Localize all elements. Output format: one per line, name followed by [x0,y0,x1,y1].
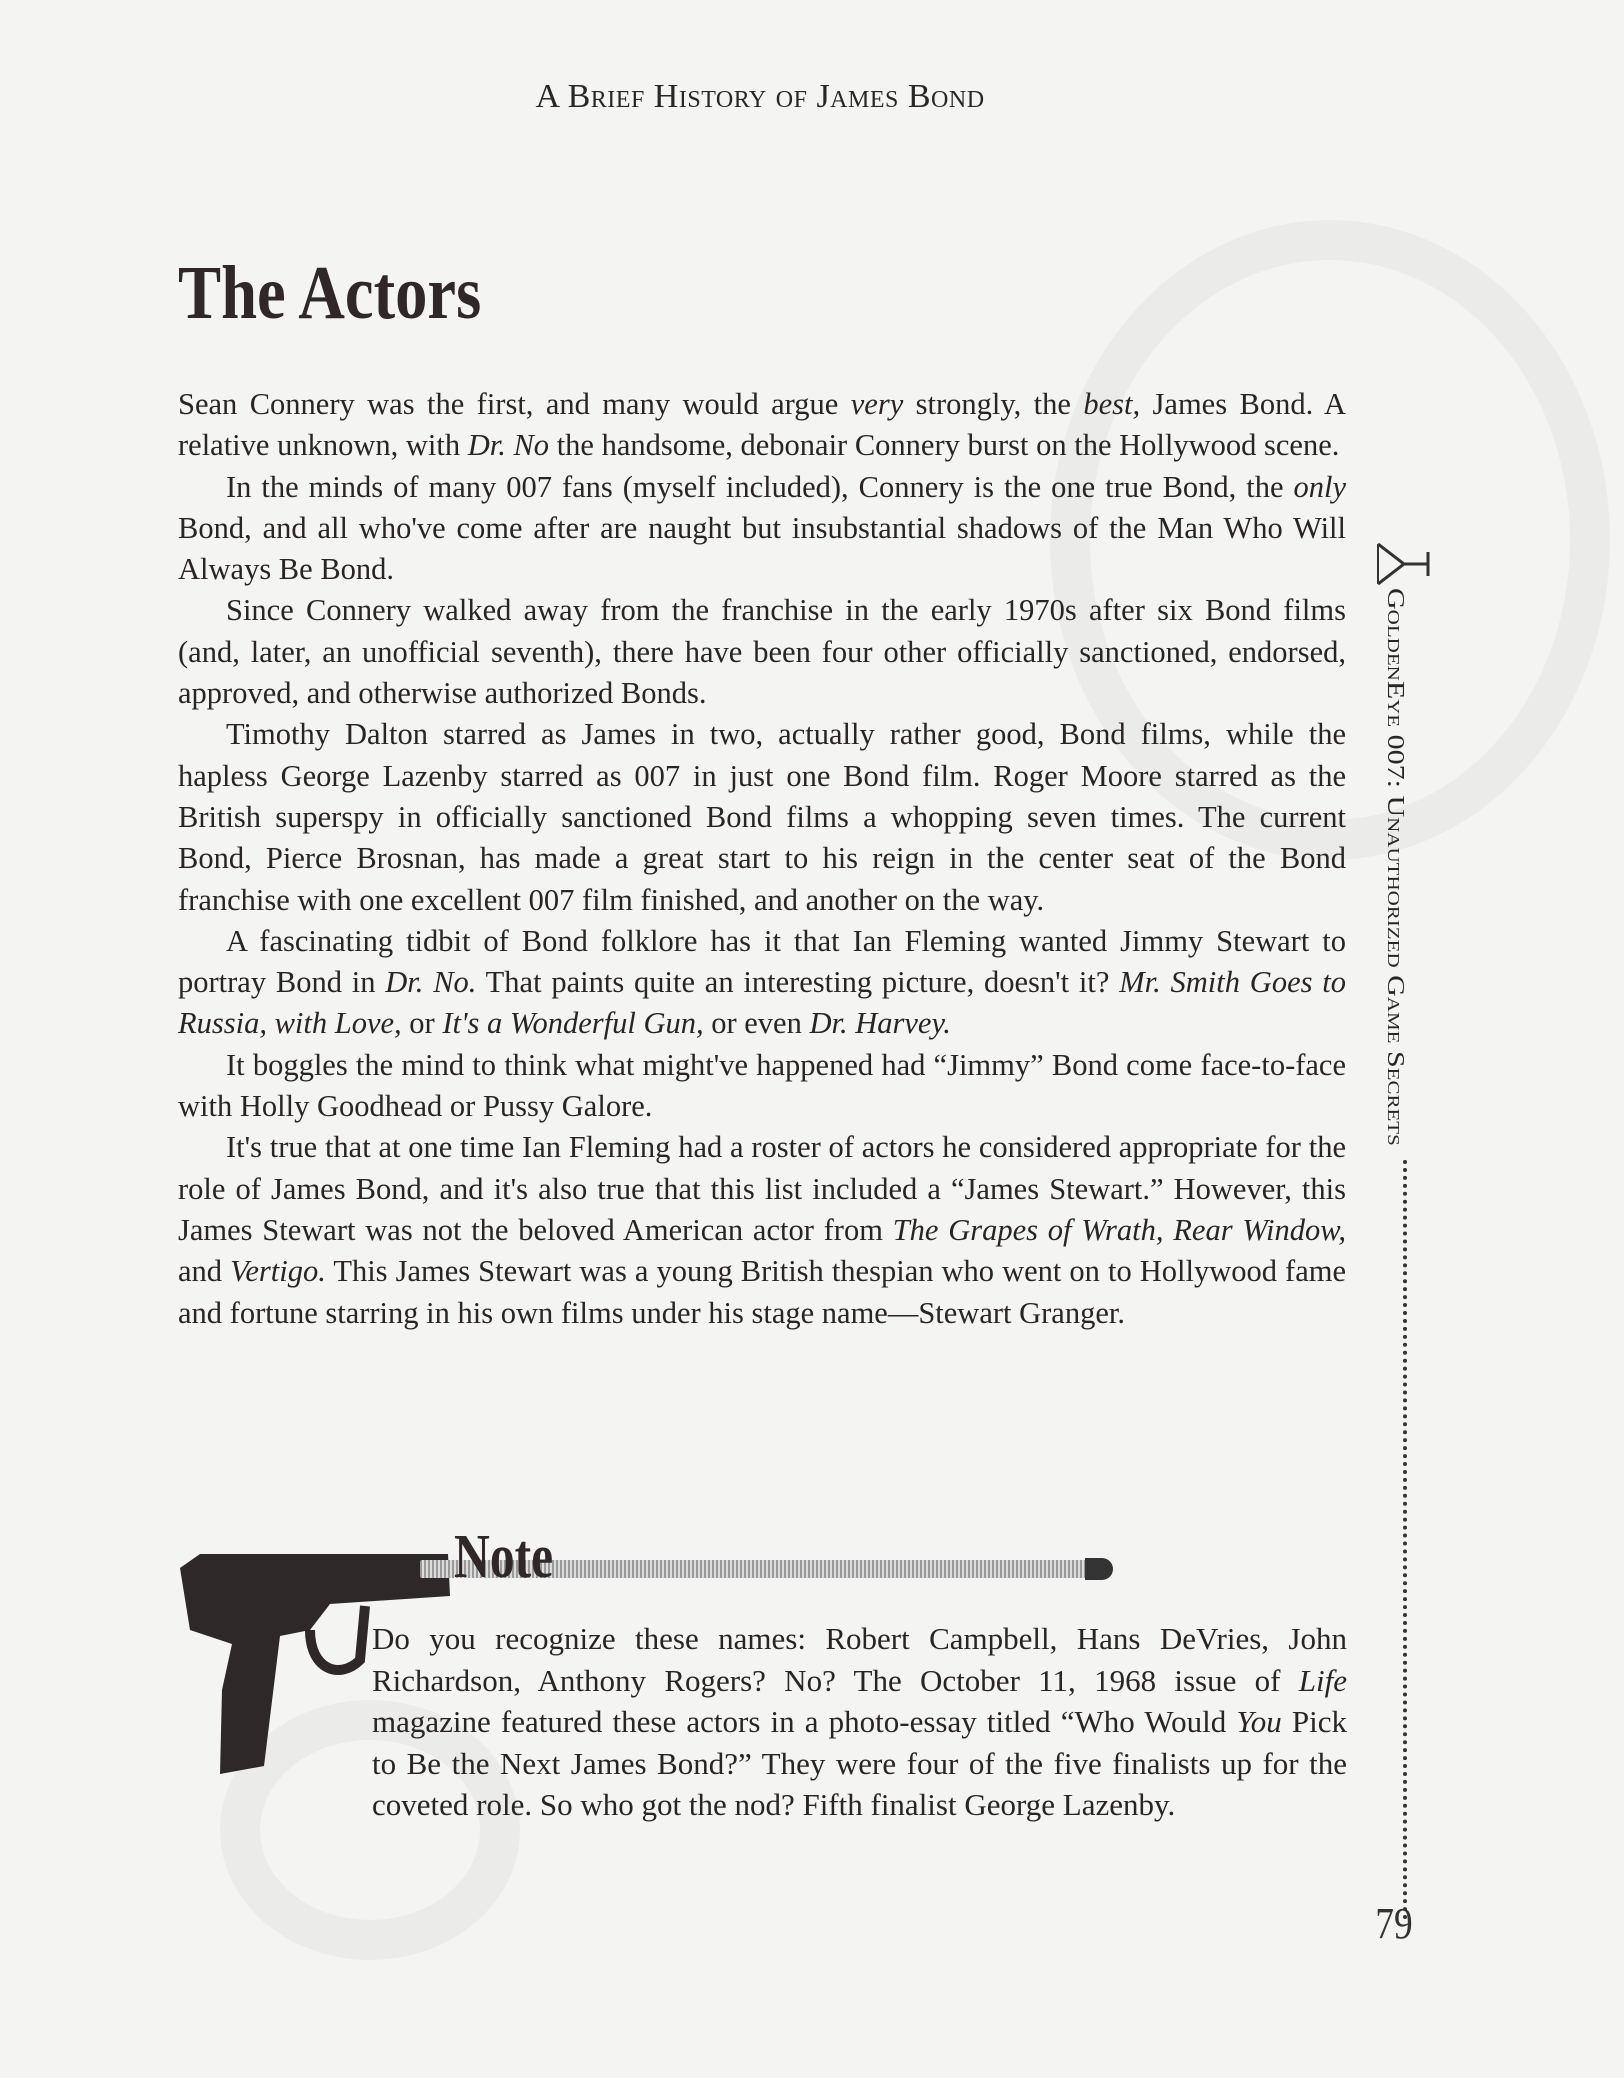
italic-text: You [1236,1704,1282,1739]
text-run: James Bond. A relative unknown, with [178,387,1346,463]
dotted-rule [1403,1160,1407,1920]
text-run: In the minds of many 007 fans (myself included), Connery is the one true Bond, the [226,469,1294,504]
text-run: Pick to Be the Next James Bond?” They were four of the five finalists up for the coveted role. So who got the nod? Fifth finalist George Lazenby. [372,1704,1347,1822]
italic-text: Vertigo. [230,1254,326,1289]
text-run: A fascinating tidbit of Bond folklore has it that Ian Fleming wanted Jimmy Stewart to portray Bond in [178,923,1346,1000]
book-title: GoldenEye 007: Unauthorized Game Secrets [1382,588,1409,1146]
running-head: A Brief History of James Bond [535,78,985,115]
paragraph [178,1127,1346,1333]
sidebar [1370,540,1430,1960]
paragraph [178,467,1346,591]
text-run: or even [703,1006,810,1041]
note-body [372,1618,1347,1826]
text-run: It's true that at one time Ian Fleming had a roster of actors he considered appropriate for the role of James Bond, and it's also true that this list included a “James Stewart.” However, this James Stewart was not the beloved American actor from [178,1130,1346,1247]
paragraph [178,1045,1346,1128]
text-run: Timothy Dalton starred as James in two, actually rather good, Bond films, while the hapless George Lazenby starred as 007 in just one Bond film. Roger Moore starred as the British superspy in officially sanctioned Bond films a whopping seven times. The current Bond, Pierce Brosnan, has made a great start to his reign in the center seat of the Bond franchise with one excellent 007 film finished, and another on the way. [178,717,1346,917]
italic-text: It's a Wonderful Gun, [442,1006,704,1041]
text-run: It boggles the mind to think what might've happened had “Jimmy” Bond come face-to-face with Holly Goodhead or Pussy Galore. [178,1047,1346,1124]
paragraph [178,590,1346,714]
text-run: and [178,1254,231,1289]
text-run: magazine featured these actors in a photo-essay titled “Who Would [372,1704,1237,1739]
paragraph [178,384,1346,467]
text-run: That paints quite an interesting picture, doesn't it? [476,965,1120,1000]
martini-glass-icon [1374,540,1430,588]
bullet-tip [1085,1558,1113,1580]
italic-text: Life [1298,1662,1347,1698]
italic-text: The Grapes of Wrath, Rear Window, [892,1212,1346,1247]
italic-text: only [1293,469,1346,504]
italic-text: very [850,387,904,421]
page-number: 79 [1375,1899,1413,1948]
paragraph [178,921,1346,1045]
italic-text: Dr. Harvey. [809,1006,951,1041]
text-run: the handsome, debonair Connery burst on the Hollywood scene. [549,428,1340,463]
italic-text: Dr. No [467,428,550,463]
text-run: Sean Connery was the first, and many would argue [178,387,851,421]
page-title: The Actors [178,251,482,335]
body-text [178,384,1346,1334]
text-run: This James Stewart was a young British thespian who went on to Hollywood fame and fortune starring in his own films under his stage name—Stewart Granger. [178,1254,1346,1330]
note-heading: Note [454,1523,554,1591]
text-run: Bond, and all who've come after are naught but insubstantial shadows of the Man Who Will Always Be Bond. [178,510,1346,587]
text-run: strongly, the [903,387,1084,421]
text-run: or [401,1006,443,1041]
italic-text: best, [1083,387,1141,421]
text-run: Since Connery walked away from the franchise in the early 1970s after six Bond films (and, later, an unofficial seventh), there have been four other officially sanctioned, endorsed, approved, and otherwise authorized Bonds. [178,593,1346,711]
paragraph [178,714,1346,920]
italic-text: Mr. Smith Goes to Russia, with Love, [178,965,1346,1041]
italic-text: Dr. No. [385,965,477,1000]
text-run: Do you recognize these names: Robert Campbell, Hans DeVries, John Richardson, Anthony Rogers? No? The October 11, 1968 issue of [372,1621,1347,1698]
